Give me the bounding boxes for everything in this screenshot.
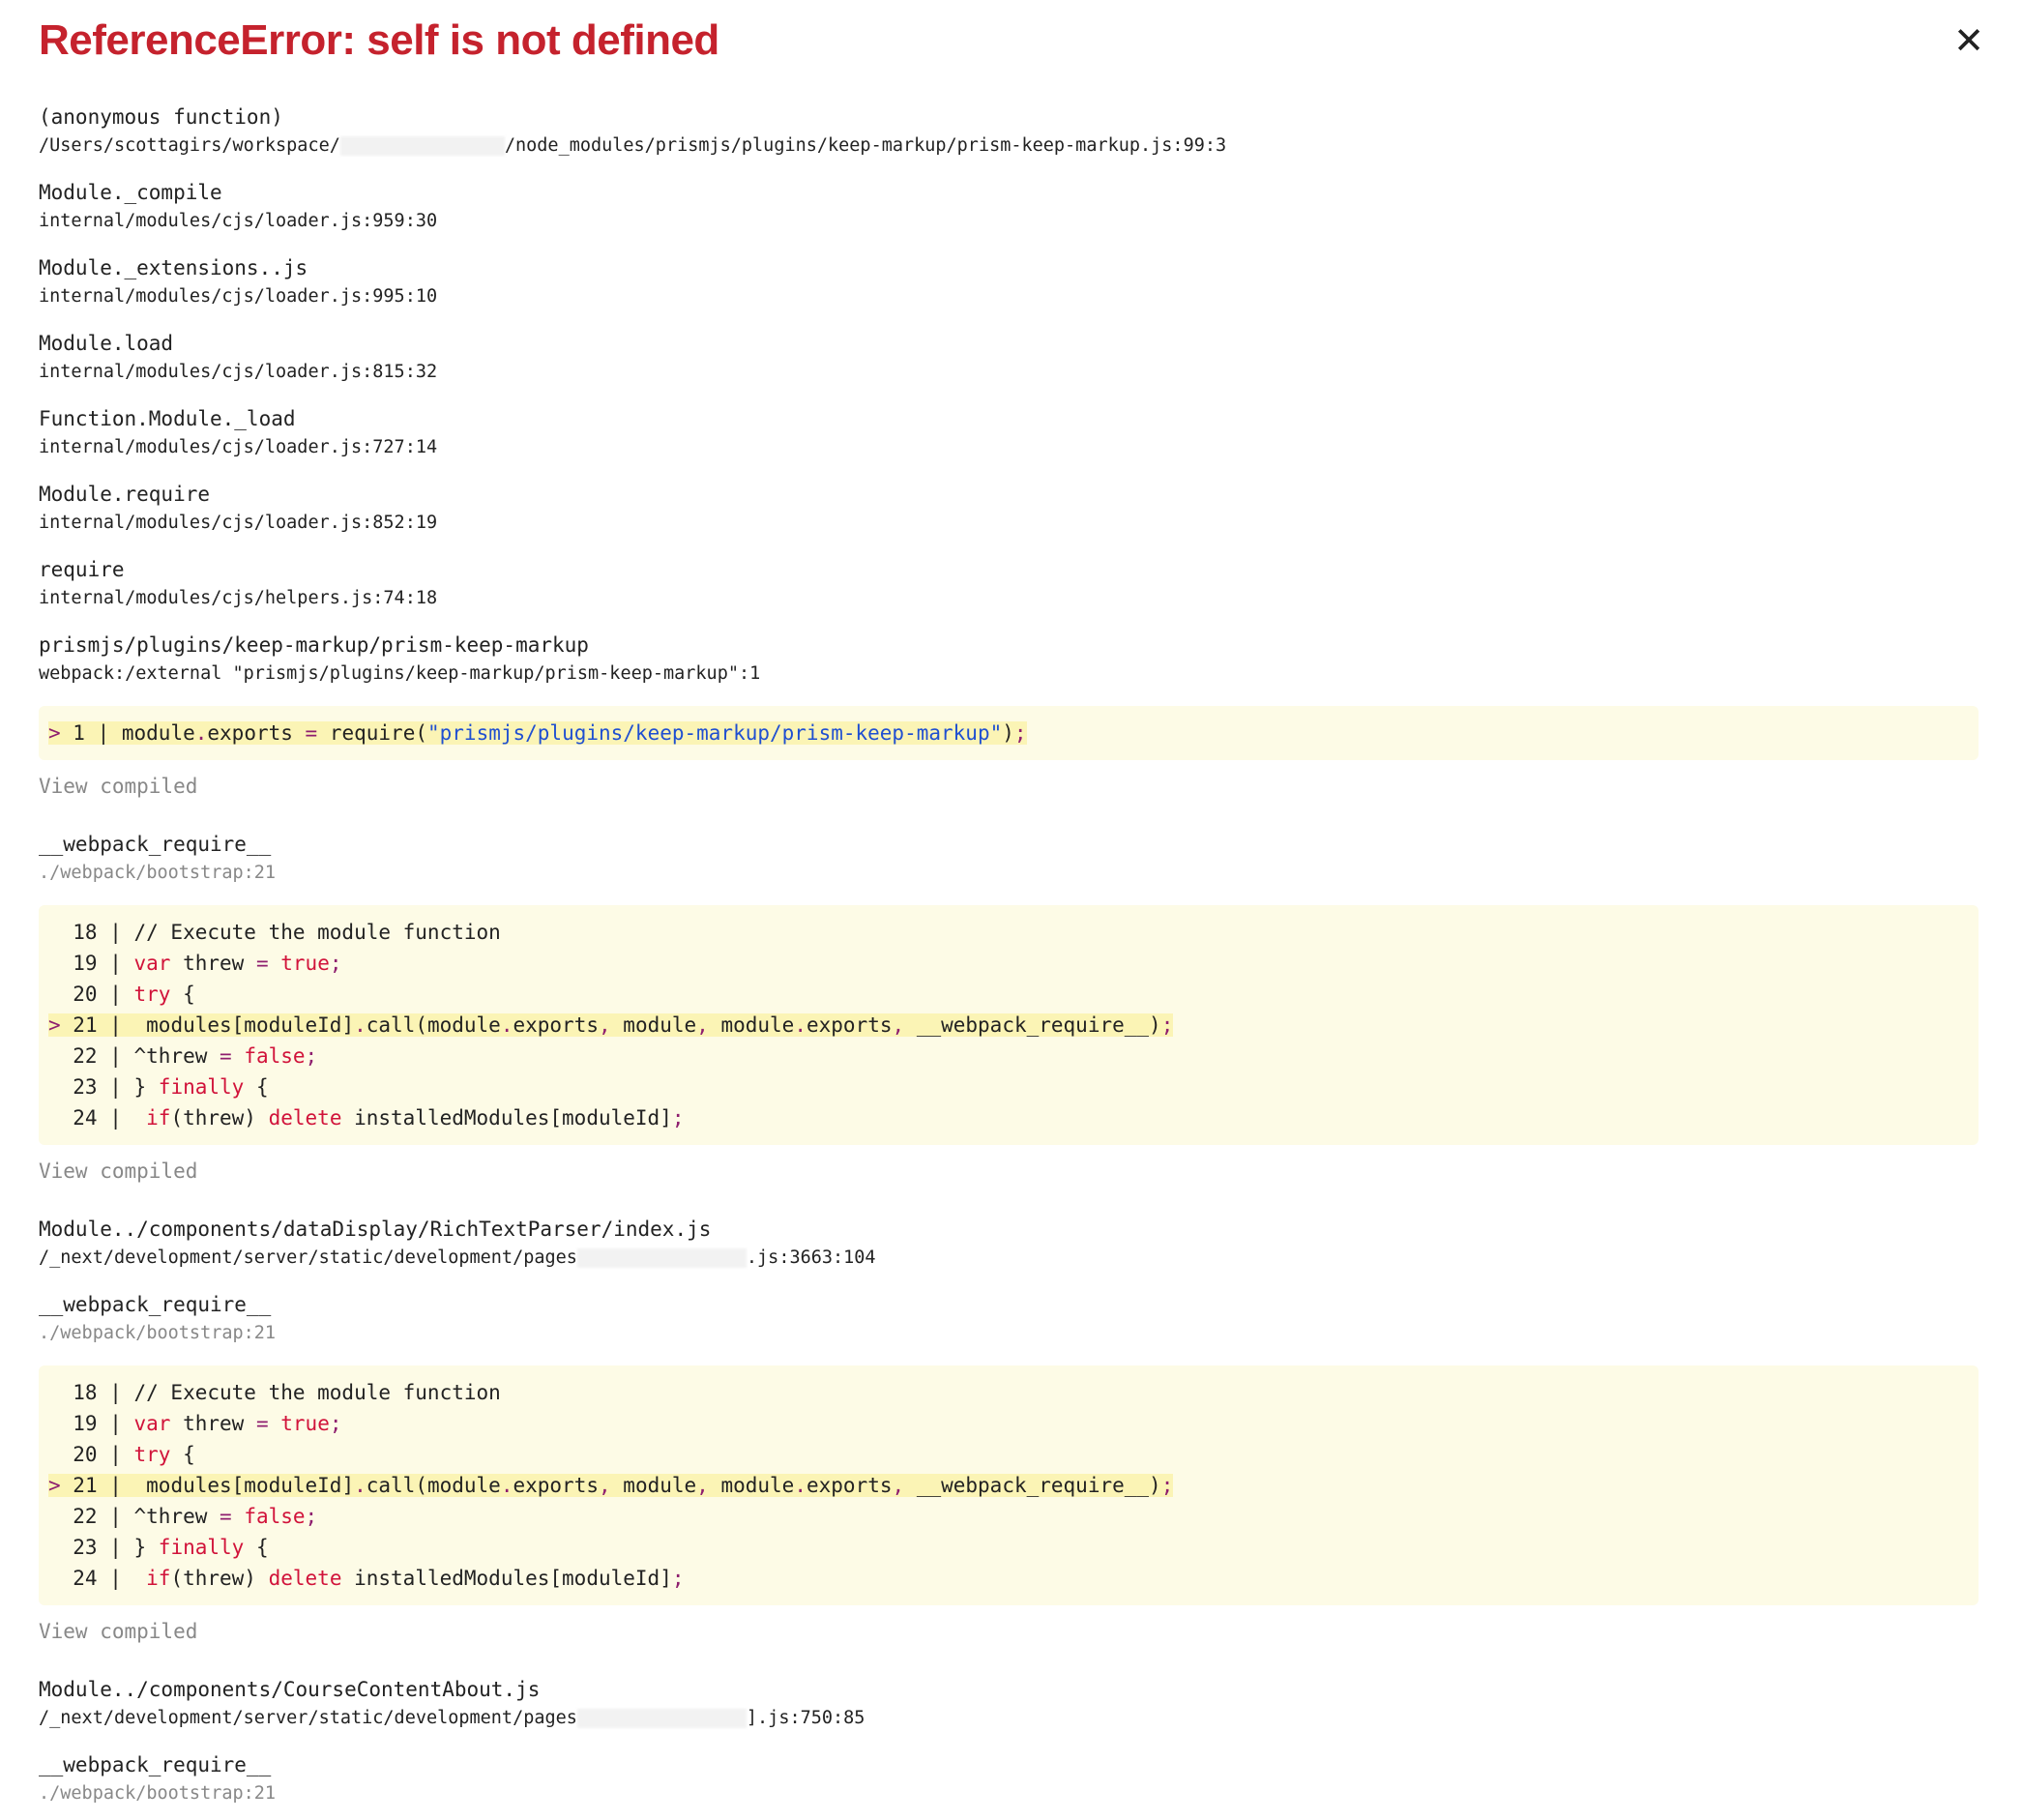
code-token: call(module	[366, 1474, 501, 1497]
code-token: __webpack_require__)	[904, 1474, 1161, 1497]
code-token: exports	[207, 721, 306, 745]
code-token: exports	[513, 1474, 599, 1497]
error-line-marker: >	[48, 1474, 73, 1497]
highlighted-code-line	[48, 1470, 1969, 1501]
code-line-content	[48, 1013, 1173, 1037]
code-line	[48, 1102, 1969, 1133]
view-compiled-link[interactable]: View compiled	[39, 1160, 198, 1183]
code-token: 20 |	[48, 983, 134, 1006]
file-path-suffix: /node_modules/prismjs/plugins/keep-markup/prism-keep-markup.js:99:3	[504, 135, 1227, 156]
code-line-content	[48, 1044, 317, 1068]
stack-frame	[39, 329, 1984, 387]
code-token: finally	[158, 1536, 245, 1559]
stack-frame	[39, 1750, 1984, 1808]
code-token: module	[708, 1013, 795, 1037]
code-token: 19 |	[48, 952, 134, 975]
stack-frame	[39, 830, 1984, 888]
frame-function-name: __webpack_require__	[39, 1293, 272, 1316]
frame-file-location[interactable]	[39, 660, 1984, 689]
code-token: ,	[599, 1474, 611, 1497]
code-line-content	[48, 721, 1027, 745]
code-token: .	[354, 1474, 366, 1497]
code-token: {	[244, 1536, 269, 1559]
code-line	[48, 1501, 1969, 1532]
code-token: exports	[806, 1013, 893, 1037]
code-token: finally	[158, 1075, 245, 1099]
code-token: var	[133, 952, 171, 975]
code-line-content	[48, 952, 342, 975]
code-token: ,	[696, 1013, 709, 1037]
code-token: module	[610, 1013, 697, 1037]
file-path: ./webpack/bootstrap:21	[39, 1323, 277, 1343]
code-token: 24 |	[48, 1106, 147, 1130]
code-token: true	[268, 952, 330, 975]
frame-function-name: __webpack_require__	[39, 833, 272, 856]
code-token: "prismjs/plugins/keep-markup/prism-keep-markup"	[427, 721, 1003, 745]
file-path: internal/modules/cjs/loader.js:995:10	[39, 286, 438, 307]
code-token: .	[194, 721, 208, 745]
frame-file-location[interactable]	[39, 1244, 1984, 1273]
file-path: webpack:/external "prismjs/plugins/keep-markup/prism-keep-markup":1	[39, 663, 761, 684]
frame-function-name: (anonymous function)	[39, 105, 283, 129]
code-token: delete	[268, 1106, 342, 1130]
code-line	[48, 1071, 1969, 1102]
code-token: var	[133, 1412, 171, 1435]
code-line	[48, 1563, 1969, 1594]
frame-function-name: Module._extensions..js	[39, 256, 308, 279]
code-token: try	[133, 983, 171, 1006]
frame-function-name: __webpack_require__	[39, 1753, 272, 1776]
frame-file-location[interactable]	[39, 282, 1984, 311]
frame-function-name: Module.load	[39, 332, 174, 355]
frame-function-name: Module../components/dataDisplay/RichTextParser/index.js	[39, 1218, 712, 1241]
frame-function-name: require	[39, 558, 125, 581]
code-token: require(	[317, 721, 427, 745]
code-token: .	[794, 1474, 806, 1497]
stack-frame	[39, 631, 1984, 689]
frame-file-location[interactable]	[39, 584, 1984, 613]
code-token: if	[146, 1567, 171, 1590]
stack-frame	[39, 103, 1984, 161]
frame-function-name: prismjs/plugins/keep-markup/prism-keep-markup	[39, 633, 589, 657]
code-token: false	[231, 1044, 306, 1068]
code-token: module	[708, 1474, 795, 1497]
code-frame	[39, 1365, 1979, 1605]
code-line	[48, 1377, 1969, 1408]
code-token: 20 |	[48, 1443, 134, 1466]
code-token: 18 | // Execute the module function	[48, 1381, 501, 1404]
file-path: internal/modules/cjs/helpers.js:74:18	[39, 588, 438, 608]
frame-function-name: Module.require	[39, 483, 211, 506]
code-token: 1 | module	[73, 721, 195, 745]
frame-file-location[interactable]	[39, 207, 1984, 236]
code-token: module	[610, 1474, 697, 1497]
code-token: ,	[696, 1474, 709, 1497]
code-frame	[39, 706, 1979, 760]
highlighted-code-line	[48, 718, 1969, 749]
code-line	[48, 917, 1969, 948]
code-line-content	[48, 921, 501, 944]
file-path: ./webpack/bootstrap:21	[39, 863, 277, 883]
code-line	[48, 1041, 1969, 1071]
code-token: 23 | }	[48, 1075, 159, 1099]
code-token: .	[500, 1474, 513, 1497]
file-path: internal/modules/cjs/loader.js:815:32	[39, 362, 438, 382]
code-token: ;	[305, 1044, 318, 1068]
file-path: /_next/development/server/static/development/pages	[39, 1708, 577, 1728]
code-token: 22 | ^threw	[48, 1044, 220, 1068]
code-token: 22 | ^threw	[48, 1505, 220, 1528]
code-token: {	[170, 983, 195, 1006]
code-line	[48, 1439, 1969, 1470]
code-token: installedModules[moduleId]	[341, 1567, 672, 1590]
code-frame	[39, 905, 1979, 1145]
code-token: .	[500, 1013, 513, 1037]
code-token: .	[354, 1013, 366, 1037]
code-token: .	[794, 1013, 806, 1037]
code-line	[48, 1408, 1969, 1439]
file-path-suffix: .js:3663:104	[746, 1248, 876, 1268]
frame-file-location[interactable]	[39, 132, 1984, 161]
code-line-content	[48, 1443, 195, 1466]
stack-frame	[39, 1215, 1984, 1273]
file-path-suffix: ].js:750:85	[746, 1708, 865, 1728]
frame-function-name: Module../components/CourseContentAbout.js	[39, 1678, 541, 1701]
code-token: (threw)	[170, 1567, 269, 1590]
code-token: =	[220, 1505, 232, 1528]
code-token: ;	[1160, 1013, 1174, 1037]
code-token: call(module	[366, 1013, 501, 1037]
redacted-path	[340, 136, 505, 156]
code-token: ;	[671, 1106, 685, 1130]
code-token: ,	[599, 1013, 611, 1037]
stack-frame	[39, 1290, 1984, 1348]
code-token: true	[268, 1412, 330, 1435]
code-token: 18 | // Execute the module function	[48, 921, 501, 944]
error-title: ReferenceError: self is not defined	[39, 16, 719, 64]
stack-frame	[39, 178, 1984, 236]
code-line-content	[48, 1505, 317, 1528]
code-token: ,	[892, 1474, 905, 1497]
code-token: =	[255, 952, 269, 975]
file-path: /_next/development/server/static/development/pages	[39, 1248, 577, 1268]
frame-function-name: Function.Module._load	[39, 407, 296, 430]
redacted-path	[577, 1709, 747, 1728]
code-token: 21 | modules[moduleId]	[73, 1013, 355, 1037]
stack-frame	[39, 555, 1984, 613]
code-token: {	[170, 1443, 195, 1466]
frame-file-location[interactable]	[39, 1704, 1984, 1733]
code-token: ;	[329, 952, 342, 975]
code-token: )	[1002, 721, 1014, 745]
code-line-content	[48, 1075, 269, 1099]
stack-frame	[39, 1675, 1984, 1733]
code-token: __webpack_require__)	[904, 1013, 1161, 1037]
frame-file-location[interactable]	[39, 358, 1984, 387]
code-line-content	[48, 1536, 269, 1559]
stack-frame	[39, 404, 1984, 462]
file-path: internal/modules/cjs/loader.js:852:19	[39, 513, 438, 533]
code-token: 19 |	[48, 1412, 134, 1435]
code-token: exports	[513, 1013, 599, 1037]
code-token: threw	[170, 1412, 256, 1435]
error-line-marker: >	[48, 721, 73, 745]
code-token: {	[244, 1075, 269, 1099]
stack-frames	[39, 103, 1984, 1808]
code-token: 24 |	[48, 1567, 147, 1590]
code-token: ;	[671, 1567, 685, 1590]
view-compiled-link[interactable]: View compiled	[39, 775, 198, 798]
code-token: ;	[329, 1412, 342, 1435]
code-line-content	[48, 1474, 1173, 1497]
code-token: 21 | modules[moduleId]	[73, 1474, 355, 1497]
frame-file-location[interactable]	[39, 433, 1984, 462]
stack-frame	[39, 480, 1984, 538]
code-token: threw	[170, 952, 256, 975]
code-token: if	[146, 1106, 171, 1130]
frame-function-name: Module._compile	[39, 181, 222, 204]
frame-file-location[interactable]	[39, 1319, 1984, 1348]
code-line-content	[48, 1567, 685, 1590]
code-token: ;	[1160, 1474, 1174, 1497]
code-token: exports	[806, 1474, 893, 1497]
code-line-content	[48, 983, 195, 1006]
close-icon[interactable]: ✕	[1953, 19, 1984, 62]
code-token: ;	[305, 1505, 318, 1528]
code-token: try	[133, 1443, 171, 1466]
frame-file-location[interactable]	[39, 509, 1984, 538]
code-line-content	[48, 1412, 342, 1435]
code-token: =	[305, 721, 318, 745]
code-line	[48, 979, 1969, 1010]
file-path: ./webpack/bootstrap:21	[39, 1783, 277, 1804]
code-token: (threw)	[170, 1106, 269, 1130]
code-line	[48, 948, 1969, 979]
frame-file-location[interactable]	[39, 1779, 1984, 1808]
file-path: /Users/scottagirs/workspace/	[39, 135, 340, 156]
file-path: internal/modules/cjs/loader.js:727:14	[39, 437, 438, 457]
code-token: 23 | }	[48, 1536, 159, 1559]
code-line-content	[48, 1381, 501, 1404]
code-token: installedModules[moduleId]	[341, 1106, 672, 1130]
code-token: false	[231, 1505, 306, 1528]
code-line	[48, 1532, 1969, 1563]
redacted-path	[577, 1248, 747, 1268]
file-path: internal/modules/cjs/loader.js:959:30	[39, 211, 438, 231]
code-token: ,	[892, 1013, 905, 1037]
frame-file-location[interactable]	[39, 859, 1984, 888]
code-token: ;	[1013, 721, 1027, 745]
stack-frame	[39, 253, 1984, 311]
error-line-marker: >	[48, 1013, 73, 1037]
code-token: =	[255, 1412, 269, 1435]
view-compiled-link[interactable]: View compiled	[39, 1620, 198, 1643]
code-line-content	[48, 1106, 685, 1130]
highlighted-code-line	[48, 1010, 1969, 1041]
code-token: delete	[268, 1567, 342, 1590]
code-token: =	[220, 1044, 232, 1068]
